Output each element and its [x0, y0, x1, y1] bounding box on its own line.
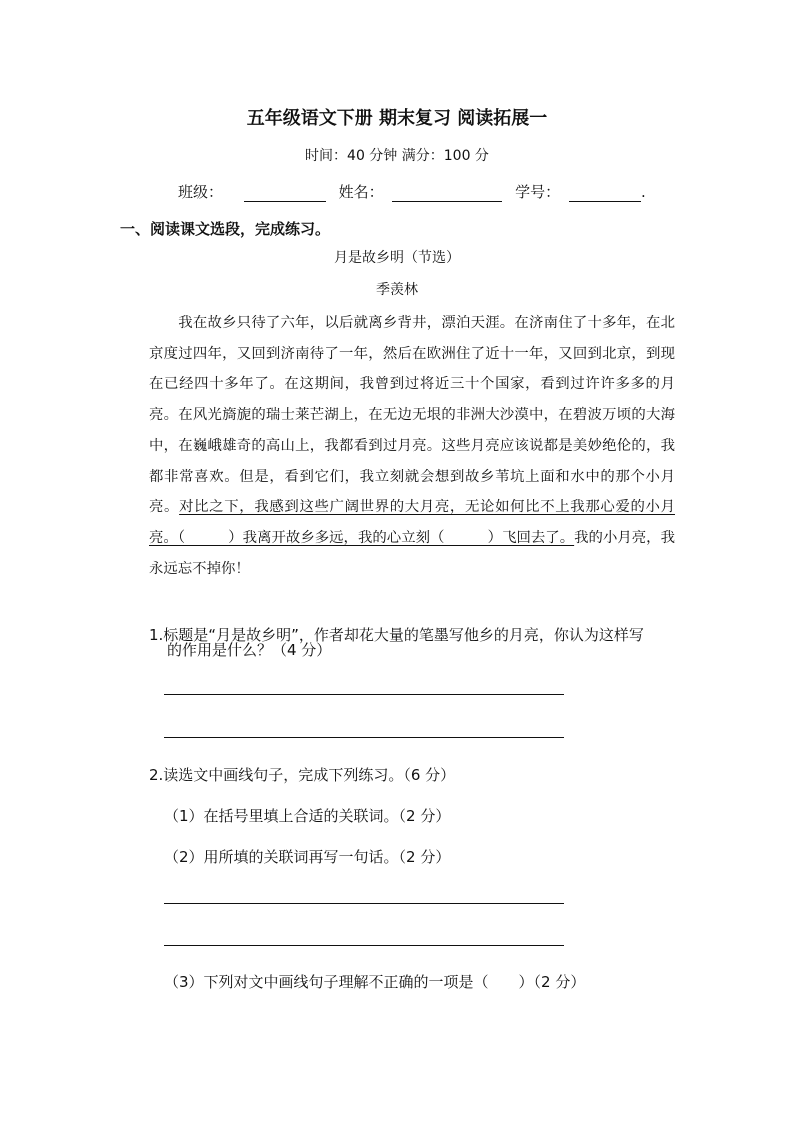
question-2-part-2: （2）用所填的关联词再写一句话。（2 分） — [164, 848, 451, 866]
answer-line[interactable] — [164, 737, 564, 738]
question-2-part-3: （3）下列对文中画线句子理解不正确的一项是（ ）（2 分） — [164, 973, 586, 991]
name-blank[interactable] — [392, 185, 502, 202]
id-label: 学号： — [515, 183, 561, 201]
answer-line[interactable] — [164, 945, 564, 946]
name-label: 姓名： — [338, 183, 384, 201]
question-2: 2.读选文中画线句子，完成下列练习。（6 分） — [149, 766, 456, 784]
passage-text-part: 我在故乡只待了六年，以后就离乡背井，漂泊天涯。在济南住了十多年，在北京度过四年，又回到济南待了一年，然后在欧洲住了近十一年，又回到北京，到现在已经四十多年了。在这期间，我曾到过将近三十个国家，看到过许许多多的月亮。在风光旖旎的瑞士莱芒湖上，在无边无垠的非洲大沙漠中，在碧波万顷的大海中，在巍峨雄奇的高山上，我都看到过月亮。这些月亮应该说都是美妙绝伦的，我都非常喜欢。但是，看到它们，我立刻就会想到故乡苇坑上面和水中的那个小月亮。 — [149, 315, 675, 516]
answer-line[interactable] — [164, 694, 564, 695]
answer-line[interactable] — [164, 903, 564, 904]
question-2-part-1: （1）在括号里填上合适的关联词。（2 分） — [164, 807, 451, 825]
id-blank[interactable] — [569, 185, 641, 202]
info-tail: . — [640, 183, 646, 201]
question-1-line-2: 的作用是什么？（4 分） — [167, 641, 332, 659]
section-heading: 一、阅读课文选段，完成练习。 — [120, 220, 331, 238]
student-info-row — [178, 181, 646, 202]
passage-author: 季羡林 — [376, 282, 418, 298]
passage-text-end: 我的小月亮，我永远忘不掉你！ — [149, 529, 675, 577]
question-1-line-1: 1.标题是“月是故乡明”，作者却花大量的笔墨写他乡的月亮，你认为这样写 — [149, 626, 644, 644]
class-label: 班级： — [178, 183, 224, 201]
page-title: 五年级语文下册 期末复习 阅读拓展一 — [246, 108, 548, 129]
passage-title: 月是故乡明（节选） — [334, 250, 460, 266]
underlined-sentence: 对比之下，我感到这些广阔世界的大月亮，无论如何比不上我那心爱的小月亮。（ ）我离开故乡多远，我的心立刻（ ）飞回去了。 — [149, 499, 675, 546]
class-blank[interactable] — [244, 185, 326, 202]
exam-time-score: 时间：40 分钟 满分：100 分 — [305, 148, 489, 164]
passage-text — [149, 308, 675, 584]
